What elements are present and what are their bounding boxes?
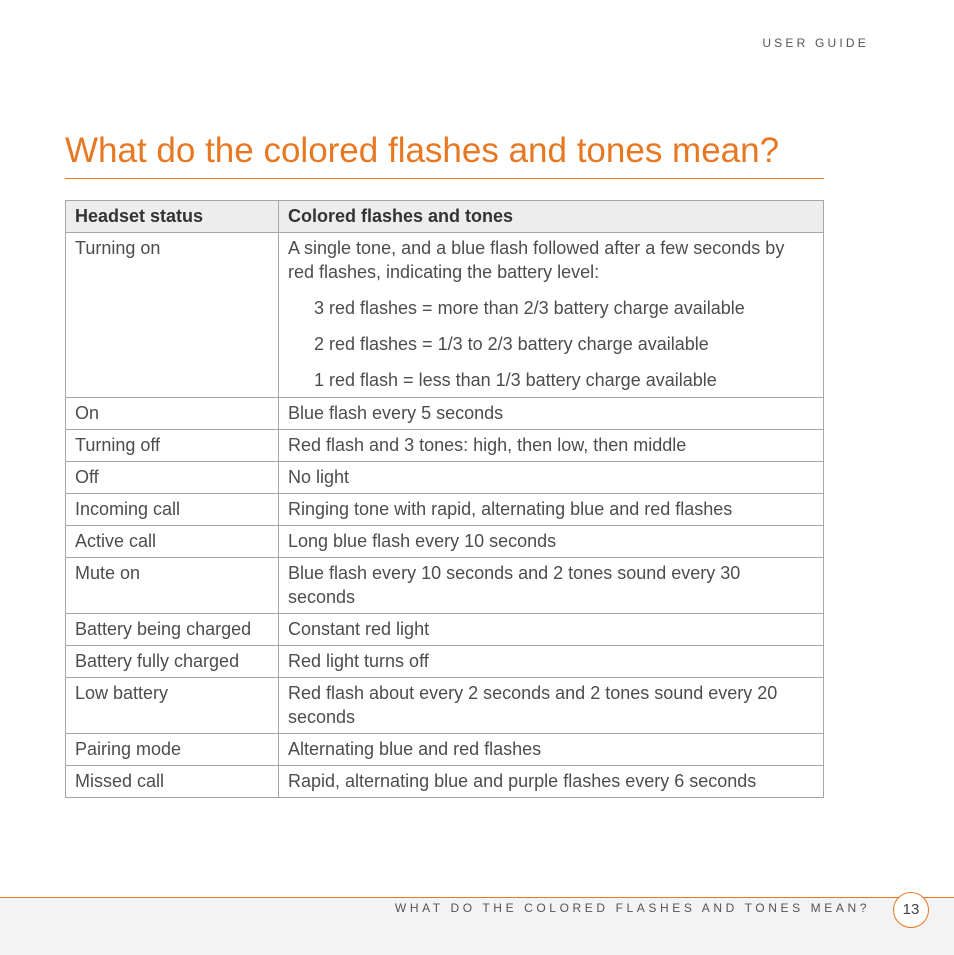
status-cell: Turning off <box>66 430 279 462</box>
battery-level-item: 1 red flash = less than 1/3 battery charge available <box>314 370 717 390</box>
table-row <box>66 558 824 614</box>
description-text: A single tone, and a blue flash followed after a few seconds by red flashes, indicating the battery level: <box>288 238 785 282</box>
column-header-status: Headset status <box>66 201 279 233</box>
status-cell: Active call <box>66 526 279 558</box>
page-number-badge: 13 <box>893 892 929 928</box>
description-cell: Blue flash every 5 seconds <box>279 398 824 430</box>
table-row <box>66 646 824 678</box>
table-row <box>66 233 824 398</box>
table-header-row <box>66 201 824 233</box>
status-cell: Off <box>66 462 279 494</box>
status-cell: Turning on <box>66 233 279 398</box>
battery-level-item: 3 red flashes = more than 2/3 battery charge available <box>314 298 745 318</box>
table-row <box>66 734 824 766</box>
running-head: USER GUIDE <box>762 36 869 50</box>
status-cell: Battery being charged <box>66 614 279 646</box>
description-cell: Red light turns off <box>279 646 824 678</box>
table-row <box>66 462 824 494</box>
table-row <box>66 766 824 798</box>
status-cell: Missed call <box>66 766 279 798</box>
description-cell: Red flash and 3 tones: high, then low, then middle <box>279 430 824 462</box>
table-row <box>66 614 824 646</box>
description-cell: Red flash about every 2 seconds and 2 tones sound every 20 seconds <box>279 678 824 734</box>
status-cell: Mute on <box>66 558 279 614</box>
description-cell: Long blue flash every 10 seconds <box>279 526 824 558</box>
table-row <box>66 430 824 462</box>
status-cell: On <box>66 398 279 430</box>
status-cell: Pairing mode <box>66 734 279 766</box>
table-row <box>66 526 824 558</box>
page-title: What do the colored flashes and tones mean? <box>65 131 780 170</box>
description-cell: Constant red light <box>279 614 824 646</box>
status-cell: Low battery <box>66 678 279 734</box>
description-cell: Alternating blue and red flashes <box>279 734 824 766</box>
description-cell: Rapid, alternating blue and purple flashes every 6 seconds <box>279 766 824 798</box>
description-cell: Ringing tone with rapid, alternating blue and red flashes <box>279 494 824 526</box>
table-row <box>66 494 824 526</box>
column-header-flashes: Colored flashes and tones <box>279 201 824 233</box>
table-row <box>66 678 824 734</box>
status-cell: Battery fully charged <box>66 646 279 678</box>
description-cell: Blue flash every 10 seconds and 2 tones sound every 30 seconds <box>279 558 824 614</box>
table-row <box>66 398 824 430</box>
battery-level-item: 2 red flashes = 1/3 to 2/3 battery charge available <box>314 334 709 354</box>
flashes-tones-table <box>65 200 824 798</box>
description-cell: No light <box>279 462 824 494</box>
title-divider <box>65 178 824 179</box>
description-cell <box>279 233 824 398</box>
footer-section-title: WHAT DO THE COLORED FLASHES AND TONES MEAN? <box>394 901 870 915</box>
status-cell: Incoming call <box>66 494 279 526</box>
